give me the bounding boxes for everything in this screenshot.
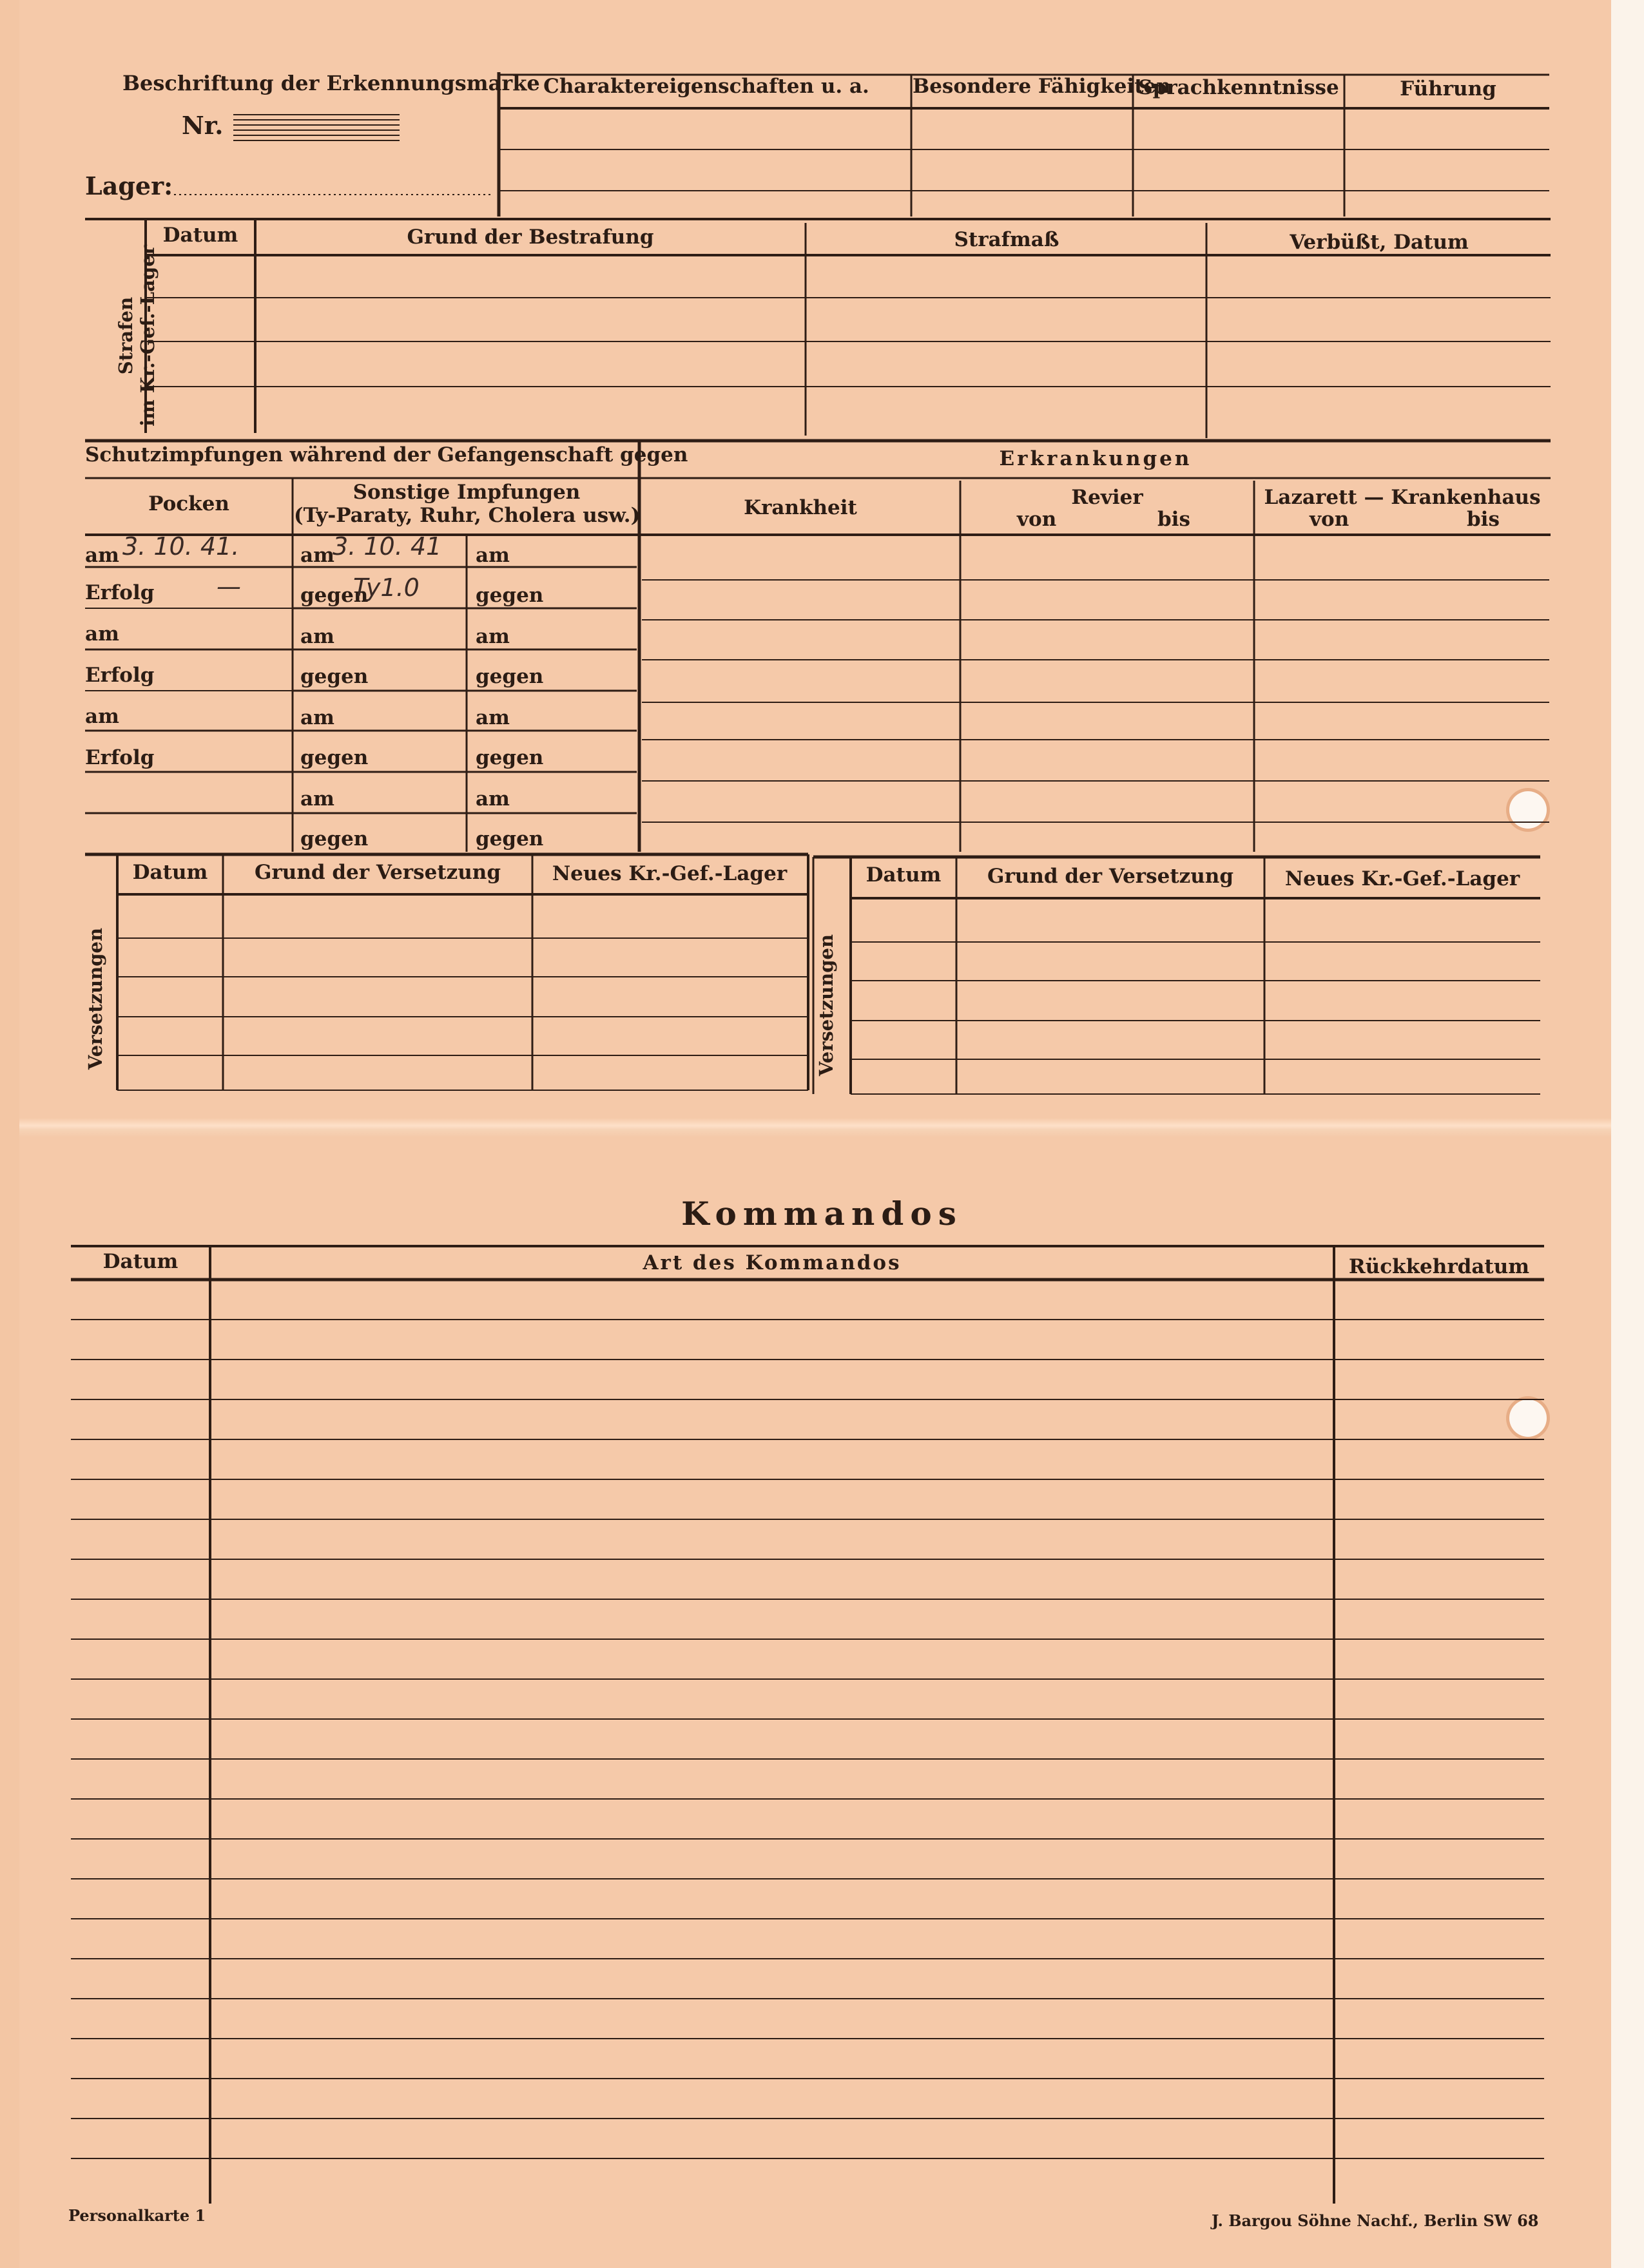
pocken-header: Pocken [148,492,229,515]
lazarett-header: Lazarett — Krankenhaus [1264,486,1541,509]
krankheit-header: Krankheit [744,496,857,519]
handwritten-sonstige-against: Ty1.0 [353,573,420,602]
sonstige2-row-3: am [476,625,510,648]
vers-right-header-datum: Datum [866,863,942,887]
sonstige2-row-2: gegen [476,584,544,607]
pocken-row-2: Erfolg [85,581,155,604]
sonstige-header-1: Sonstige Impfungen [353,481,581,504]
erkrankungen-title: Erkrankungen [999,447,1192,470]
handwritten-pocken-result: — [217,572,241,601]
vers-left-header-lager: Neues Kr.-Gef.-Lager [552,862,788,885]
sonstige2-row-6: gegen [476,746,544,769]
vers-right-header-grund: Grund der Versetzung [987,865,1233,888]
footer-form-id: Personalkarte 1 [68,2206,206,2225]
footer-printer: J. Bargou Söhne Nachf., Berlin SW 68 [1212,2211,1539,2230]
impfungen-title: Schutzimpfungen während der Gefangenschaft gegen [85,443,688,466]
strafen-header-verbuesst: Verbüßt, Datum [1290,231,1469,254]
kommandos-header-datum: Datum [102,1250,179,1273]
vers-right-header-lager: Neues Kr.-Gef.-Lager [1284,867,1520,890]
handwritten-sonstige-date: 3. 10. 41 [333,532,442,561]
sonstige-row-4: gegen [300,665,369,688]
versetzungen-side-label-right: Versetzungen [815,934,837,1077]
pocken-row-5: am [85,705,119,728]
kommandos-header-art: Art des Kommandos [643,1251,902,1274]
versetzungen-side-label-left: Versetzungen [84,927,106,1070]
sonstige-row-5: am [300,706,334,729]
strafen-header-datum: Datum [162,224,238,247]
sonstige2-row-5: am [476,706,510,729]
sonstige2-row-1: am [476,544,510,567]
lager-label: Lager: [85,171,173,200]
sonstige-row-2: gegen [300,584,369,607]
vers-left-header-grund: Grund der Versetzung [255,861,501,884]
pocken-row-6: Erfolg [85,746,155,769]
handwritten-pocken-date: 3. 10. 41. [122,532,240,561]
sonstige-row-8: gegen [300,827,369,850]
tag-title: Beschriftung der Erkennungsmarke [122,71,540,95]
kommandos-title: Kommandos [681,1195,963,1233]
kommandos-header-rueckkehr: Rückkehrdatum [1348,1255,1530,1278]
strafen-header-strafmass: Strafmaß [954,228,1059,251]
header-charaktereigenschaften: Charaktereigenschaften u. a. [543,75,869,98]
sonstige-row-3: am [300,625,334,648]
sonstige2-row-4: gegen [476,665,544,688]
sonstige2-row-7: am [476,787,510,811]
header-fuehrung: Führung [1400,77,1496,101]
pocken-row-3: am [85,622,119,646]
header-faehigkeiten: Besondere Fähigkeiten [913,75,1171,98]
pocken-row-4: Erfolg [85,664,155,687]
vers-left-header-datum: Datum [132,861,208,884]
sonstige-header-2: (Ty-Paraty, Ruhr, Cholera usw.) [294,504,641,527]
revier-von: von [1017,508,1057,531]
header-sprachkenntnisse: Sprachkenntnisse [1138,76,1339,99]
pocken-row-1: am [85,544,119,567]
revier-bis: bis [1157,508,1190,531]
lazarett-bis: bis [1467,508,1500,531]
strafen-header-grund: Grund der Bestrafung [407,226,654,249]
sonstige-row-6: gegen [300,746,369,769]
nr-label: Nr. [182,111,224,140]
sonstige2-row-8: gegen [476,827,544,850]
strafen-side-label: Strafen im Kr.-Gef.-Lager [115,245,159,427]
revier-header: Revier [1071,486,1143,509]
sonstige-row-1: am [300,544,334,567]
lazarett-von: von [1310,508,1349,531]
sonstige-row-7: am [300,787,334,811]
